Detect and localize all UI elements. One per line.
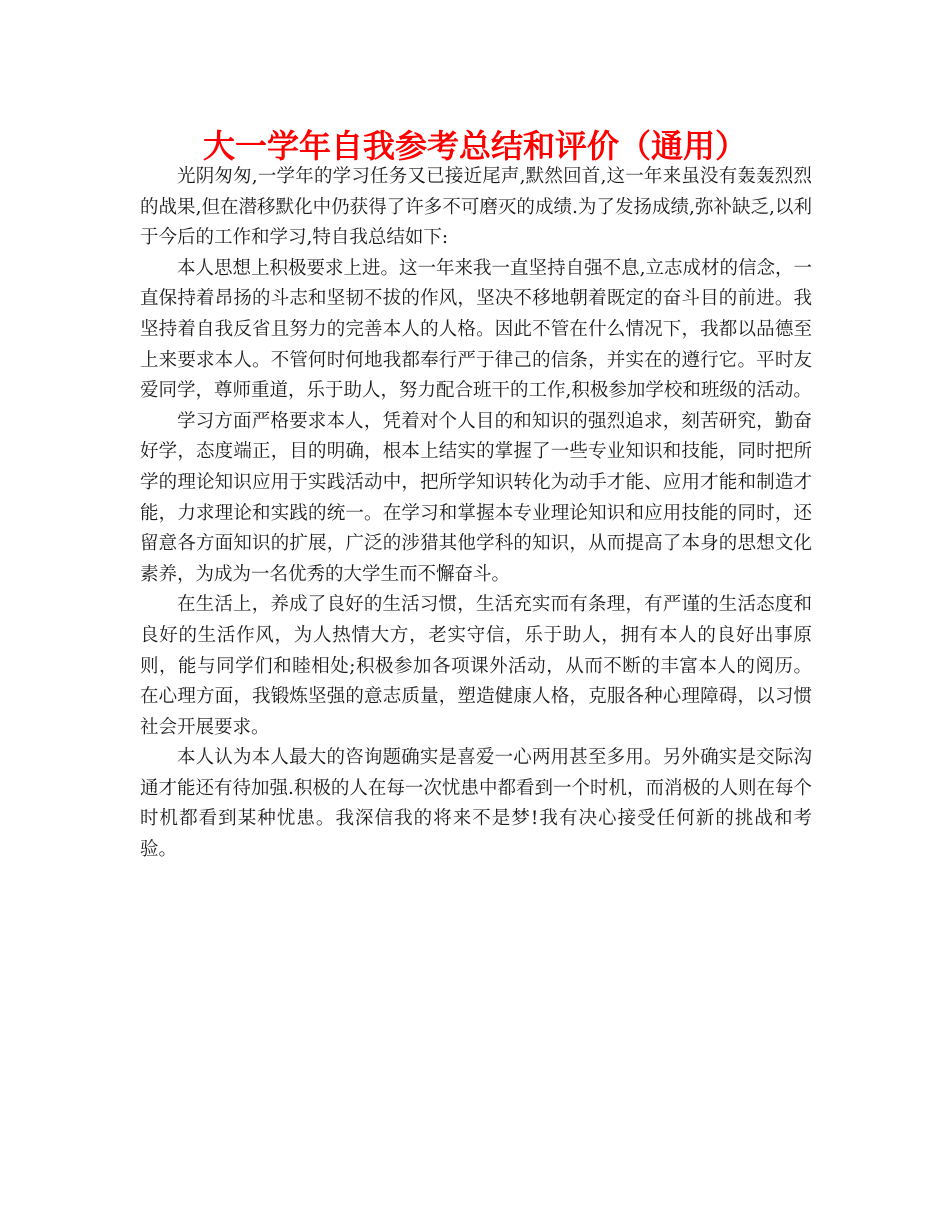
paragraph-life: 在生活上，养成了良好的生活习惯，生活充实而有条理，有严谨的生活态度和良好的生活作风，为人热情大方，老实守信，乐于助人，拥有本人的良好出事原则，能与同学们和睦相处;积极参加各项课外活动，从而不断的丰富本人的阅历。在心理方面，我锻炼坚强的意志质量，塑造健康人格，克服各种心理障碍，以习惯社会开展要求。 [140,594,812,738]
document-body [140,162,812,866]
paragraph-study: 学习方面严格要求本人，凭着对个人目的和知识的强烈追求，刻苦研究，勤奋好学，态度端正，目的明确，根本上结实的掌握了一些专业知识和技能，同时把所学的理论知识应用于实践活动中，把所学知识转化为动手才能、应用才能和制造才能，力求理论和实践的统一。在学习和掌握本专业理论知识和应用技能的同时，还留意各方面知识的扩展，广泛的涉猎其他学科的知识，从而提高了本身的思想文化素养，为成为一名优秀的大学生而不懈奋斗。 [140,410,812,585]
paragraph-intro: 光阴匆匆,一学年的学习任务又已接近尾声,默然回首,这一年来虽没有轰轰烈烈的战果,但在潜移默化中仍获得了许多不可磨灭的成绩.为了发扬成绩,弥补缺乏,以利于今后的工作和学习,特自我总结如下: [140,166,812,249]
document-title: 大一学年自我参考总结和评价（通用） [202,127,747,165]
paragraph-conclusion: 本人认为本人最大的咨询题确实是喜爱一心两用甚至多用。另外确实是交际沟通才能还有待加强.积极的人在每一次忧患中都看到一个时机，而消极的人则在每个时机都看到某种忧患。我深信我的将来不是梦!我有决心接受任何新的挑战和考验。 [140,747,812,861]
paragraph-ideology: 本人思想上积极要求上进。这一年来我一直坚持自强不息,立志成材的信念，一直保持着昂扬的斗志和坚韧不拔的作风，坚决不移地朝着既定的奋斗目的前进。我坚持着自我反省且努力的完善本人的人格。因此不管在什么情况下，我都以品德至上来要求本人。不管何时何地我都奉行严于律己的信条，并实在的遵行它。平时友爱同学，尊师重道，乐于助人，努力配合班干的工作,积极参加学校和班级的活动。 [140,257,812,402]
